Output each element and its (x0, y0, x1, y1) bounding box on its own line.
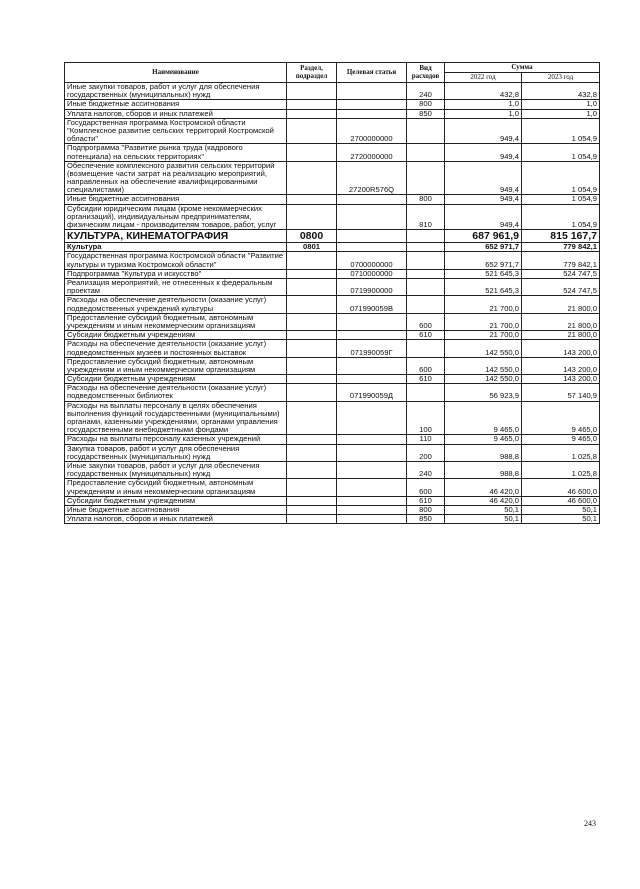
cell-section (287, 279, 337, 296)
cell-target (337, 109, 407, 118)
cell-section (287, 401, 337, 435)
cell-2023: 524 747,5 (522, 279, 600, 296)
cell-2022: 46 420,0 (445, 479, 522, 496)
cell-name: Уплата налогов, сборов и иных платежей (65, 109, 287, 118)
table-body (65, 83, 600, 524)
cell-section (287, 109, 337, 118)
col-header-name: Наименование (65, 63, 287, 83)
budget-table (64, 62, 600, 524)
cell-target (337, 313, 407, 330)
cell-section (287, 479, 337, 496)
cell-target: 2700000000 (337, 118, 407, 144)
cell-section (287, 515, 337, 524)
cell-2023: 1 054,9 (522, 118, 600, 144)
cell-2022: 687 961,9 (445, 230, 522, 243)
cell-kind: 800 (407, 100, 445, 109)
table-row (65, 109, 600, 118)
cell-target (337, 83, 407, 100)
cell-section (287, 384, 337, 401)
cell-2022: 50,1 (445, 515, 522, 524)
cell-name: Предоставление субсидий бюджетным, автономным учреждениям и иным некоммерческим организациям (65, 357, 287, 374)
cell-2023: 1 054,9 (522, 204, 600, 230)
cell-name: Иные бюджетные ассигнования (65, 195, 287, 204)
cell-target: 071990059Д (337, 384, 407, 401)
cell-2022: 432,8 (445, 83, 522, 100)
cell-kind: 110 (407, 435, 445, 444)
cell-section (287, 118, 337, 144)
cell-2023: 9 465,0 (522, 435, 600, 444)
cell-name: Иные закупки товаров, работ и услуг для обеспечения государственных (муниципальных) нужд (65, 461, 287, 478)
cell-kind: 800 (407, 195, 445, 204)
cell-2023: 1,0 (522, 100, 600, 109)
cell-kind (407, 384, 445, 401)
cell-target (337, 357, 407, 374)
cell-2023: 143 200,0 (522, 340, 600, 357)
cell-section (287, 340, 337, 357)
cell-section (287, 161, 337, 195)
table-row (65, 118, 600, 144)
cell-name: Субсидии юридическим лицам (кроме некоммерческих организаций), индивидуальным предпринимателям, физическим лицам - производителям товаров, работ, услуг (65, 204, 287, 230)
cell-2022: 949,4 (445, 161, 522, 195)
col-header-year1: 2022 год (445, 73, 522, 83)
cell-name: Уплата налогов, сборов и иных платежей (65, 515, 287, 524)
table-row (65, 479, 600, 496)
cell-2022: 9 465,0 (445, 401, 522, 435)
cell-target: 2720000000 (337, 144, 407, 161)
cell-name: Государственная программа Костромской области "Развитие культуры и туризма Костромской области" (65, 252, 287, 269)
cell-target: 071990059B (337, 296, 407, 313)
cell-kind: 600 (407, 357, 445, 374)
cell-section (287, 461, 337, 478)
cell-section (287, 83, 337, 100)
cell-2023: 1,0 (522, 109, 600, 118)
cell-2022: 142 550,0 (445, 340, 522, 357)
cell-target (337, 230, 407, 243)
cell-section (287, 357, 337, 374)
cell-target (337, 496, 407, 505)
cell-2023: 779 842,1 (522, 252, 600, 269)
cell-name: Иные закупки товаров, работ и услуг для обеспечения государственных (муниципальных) нужд (65, 83, 287, 100)
cell-kind: 240 (407, 461, 445, 478)
cell-2023: 46 600,0 (522, 479, 600, 496)
cell-section: 0800 (287, 230, 337, 243)
table-row (65, 435, 600, 444)
cell-target (337, 515, 407, 524)
cell-2023: 57 140,9 (522, 384, 600, 401)
cell-2022: 949,4 (445, 118, 522, 144)
cell-kind (407, 230, 445, 243)
cell-name: Расходы на обеспечение деятельности (оказание услуг) подведомственных музеев и постоянных выставок (65, 340, 287, 357)
cell-2023: 50,1 (522, 505, 600, 514)
cell-2023: 46 600,0 (522, 496, 600, 505)
col-header-section: Раздел, подраздел (287, 63, 337, 83)
cell-2023: 1 054,9 (522, 144, 600, 161)
cell-kind (407, 118, 445, 144)
cell-kind (407, 296, 445, 313)
cell-2023: 1 025,8 (522, 461, 600, 478)
cell-2023: 1 054,9 (522, 161, 600, 195)
cell-target (337, 204, 407, 230)
cell-kind (407, 279, 445, 296)
table-row (65, 461, 600, 478)
cell-kind: 200 (407, 444, 445, 461)
cell-kind: 100 (407, 401, 445, 435)
page-number: 243 (584, 819, 596, 828)
cell-2022: 652 971,7 (445, 252, 522, 269)
cell-section: 0801 (287, 243, 337, 252)
cell-2023: 50,1 (522, 515, 600, 524)
cell-kind (407, 340, 445, 357)
col-header-sum: Сумма (445, 63, 600, 73)
table-row (65, 384, 600, 401)
col-header-target: Целевая статья (337, 63, 407, 83)
cell-kind (407, 144, 445, 161)
cell-kind (407, 243, 445, 252)
cell-2023: 524 747,5 (522, 269, 600, 278)
cell-target (337, 243, 407, 252)
cell-name: Субсидии бюджетным учреждениям (65, 375, 287, 384)
cell-target: 0719900000 (337, 279, 407, 296)
table-header (65, 63, 600, 83)
cell-name: Предоставление субсидий бюджетным, автономным учреждениям и иным некоммерческим организациям (65, 313, 287, 330)
cell-name: Предоставление субсидий бюджетным, автономным учреждениям и иным некоммерческим организациям (65, 479, 287, 496)
cell-name: Иные бюджетные ассигнования (65, 505, 287, 514)
cell-name: Реализация мероприятий, не отнесенных к федеральным проектам (65, 279, 287, 296)
cell-2022: 949,4 (445, 195, 522, 204)
cell-kind: 610 (407, 496, 445, 505)
cell-target (337, 461, 407, 478)
cell-name: Государственная программа Костромской области "Комплексное развитие сельских территорий Костромской области" (65, 118, 287, 144)
cell-section (287, 496, 337, 505)
cell-section (287, 195, 337, 204)
cell-kind: 600 (407, 313, 445, 330)
cell-2023: 432,8 (522, 83, 600, 100)
table-row (65, 340, 600, 357)
cell-2022: 988,8 (445, 444, 522, 461)
cell-section (287, 100, 337, 109)
cell-section (287, 444, 337, 461)
cell-kind: 850 (407, 109, 445, 118)
cell-2022: 9 465,0 (445, 435, 522, 444)
cell-target: 0710000000 (337, 269, 407, 278)
cell-2022: 1,0 (445, 109, 522, 118)
cell-2023: 21 800,0 (522, 296, 600, 313)
table-row (65, 230, 600, 243)
cell-kind: 610 (407, 375, 445, 384)
cell-section (287, 313, 337, 330)
cell-section (287, 435, 337, 444)
cell-2022: 142 550,0 (445, 357, 522, 374)
table-row (65, 279, 600, 296)
cell-name: Расходы на выплаты персоналу казенных учреждений (65, 435, 287, 444)
cell-2023: 143 200,0 (522, 375, 600, 384)
cell-kind (407, 252, 445, 269)
cell-2023: 9 465,0 (522, 401, 600, 435)
cell-2022: 46 420,0 (445, 496, 522, 505)
cell-section (287, 269, 337, 278)
cell-kind: 600 (407, 479, 445, 496)
cell-name: Культура (65, 243, 287, 252)
table-row (65, 195, 600, 204)
cell-kind: 850 (407, 515, 445, 524)
cell-2022: 949,4 (445, 204, 522, 230)
cell-section (287, 204, 337, 230)
cell-2022: 21 700,0 (445, 296, 522, 313)
cell-2022: 1,0 (445, 100, 522, 109)
cell-name: Расходы на выплаты персоналу в целях обеспечения выполнения функций государственными (муниципальными) органами, казенными учреждениями, органами управления государственными внебюджетными фондами (65, 401, 287, 435)
cell-name: Закупка товаров, работ и услуг для обеспечения государственных (муниципальных) нужд (65, 444, 287, 461)
cell-2022: 988,8 (445, 461, 522, 478)
cell-target (337, 195, 407, 204)
cell-2023: 1 054,9 (522, 195, 600, 204)
cell-kind: 800 (407, 505, 445, 514)
cell-2022: 521 645,3 (445, 269, 522, 278)
cell-section (287, 144, 337, 161)
table-row (65, 144, 600, 161)
cell-2023: 143 200,0 (522, 357, 600, 374)
cell-2023: 779 842,1 (522, 243, 600, 252)
table-row (65, 296, 600, 313)
cell-kind: 810 (407, 204, 445, 230)
col-header-kind: Вид расходов (407, 63, 445, 83)
cell-target (337, 435, 407, 444)
cell-name: Субсидии бюджетным учреждениям (65, 331, 287, 340)
table-row (65, 515, 600, 524)
cell-section (287, 296, 337, 313)
table-row (65, 401, 600, 435)
cell-section (287, 375, 337, 384)
cell-target (337, 331, 407, 340)
table-row (65, 204, 600, 230)
cell-kind (407, 269, 445, 278)
cell-2023: 21 800,0 (522, 313, 600, 330)
cell-kind (407, 161, 445, 195)
cell-name: Подпрограмма "Развитие рынка труда (кадрового потенциала) на сельских территориях" (65, 144, 287, 161)
cell-section (287, 505, 337, 514)
cell-2022: 21 700,0 (445, 313, 522, 330)
cell-name: Обеспечение комплексного развития сельских территорий (возмещение части затрат на реализацию мероприятий, направленных на обеспечение квалифицированными специалистами) (65, 161, 287, 195)
cell-2022: 521 645,3 (445, 279, 522, 296)
cell-name: Субсидии бюджетным учреждениям (65, 496, 287, 505)
cell-name: КУЛЬТУРА, КИНЕМАТОГРАФИЯ (65, 230, 287, 243)
table-row (65, 252, 600, 269)
table-row (65, 444, 600, 461)
cell-2022: 949,4 (445, 144, 522, 161)
table-row (65, 83, 600, 100)
cell-target: 27200R576Q (337, 161, 407, 195)
cell-target (337, 505, 407, 514)
cell-kind: 240 (407, 83, 445, 100)
cell-name: Расходы на обеспечение деятельности (оказание услуг) подведомственных библиотек (65, 384, 287, 401)
table-row (65, 496, 600, 505)
table-row (65, 100, 600, 109)
cell-kind: 610 (407, 331, 445, 340)
cell-target: 071990059Г (337, 340, 407, 357)
cell-target (337, 444, 407, 461)
cell-name: Иные бюджетные ассигнования (65, 100, 287, 109)
table-row (65, 313, 600, 330)
cell-target (337, 401, 407, 435)
cell-name: Расходы на обеспечение деятельности (оказание услуг) подведомственных учреждений культуры (65, 296, 287, 313)
cell-2022: 142 550,0 (445, 375, 522, 384)
cell-target (337, 100, 407, 109)
cell-2022: 21 700,0 (445, 331, 522, 340)
cell-2023: 815 167,7 (522, 230, 600, 243)
table-row (65, 161, 600, 195)
cell-target (337, 375, 407, 384)
table-row (65, 357, 600, 374)
col-header-year2: 2023 год (522, 73, 600, 83)
cell-section (287, 331, 337, 340)
cell-2023: 21 800,0 (522, 331, 600, 340)
cell-target (337, 479, 407, 496)
cell-name: Подпрограмма "Культура и искусство" (65, 269, 287, 278)
cell-target: 0700000000 (337, 252, 407, 269)
cell-section (287, 252, 337, 269)
cell-2022: 56 923,9 (445, 384, 522, 401)
cell-2022: 652 971,7 (445, 243, 522, 252)
cell-2022: 50,1 (445, 505, 522, 514)
cell-2023: 1 025,8 (522, 444, 600, 461)
